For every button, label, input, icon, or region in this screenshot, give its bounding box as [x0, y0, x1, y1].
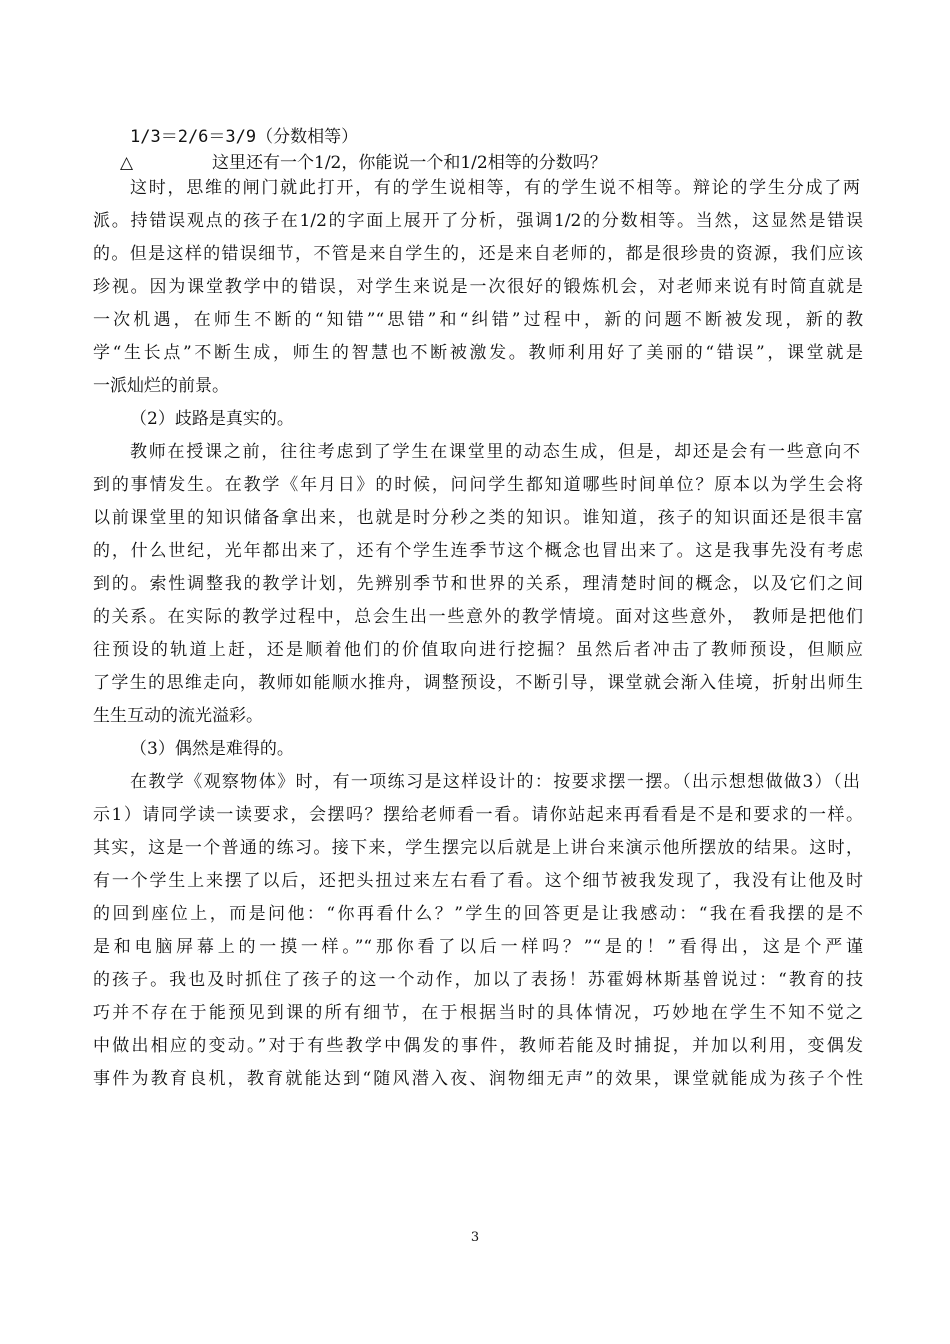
section-heading-3: （3）偶然是难得的。	[130, 739, 294, 759]
triangle-bullet-icon: △	[120, 153, 134, 173]
paragraph-line: 一派灿烂的前景。	[93, 376, 229, 396]
question-line: 这里还有一个1/2，你能说一个和1/2相等的分数吗？	[212, 153, 607, 173]
paragraph-line: 派。持错误观点的孩子在1/2的字面上展开了分析，强调1/2的分数相等。当然，这显然是错误	[93, 211, 863, 231]
paragraph-line: 以前课堂里的知识储备拿出来，也就是时分秒之类的知识。谁知道，孩子的知识面还是很丰富	[93, 508, 863, 528]
paragraph-line: 到的。索性调整我的教学计划，先辨别季节和世界的关系，理清楚时间的概念，以及它们之间	[93, 574, 863, 594]
paragraph-line: 珍视。因为课堂教学中的错误，对学生来说是一次很好的锻炼机会，对老师来说有时简直就是	[93, 277, 863, 297]
paragraph-line: 示1）请同学读一读要求，会摆吗？摆给老师看一看。请你站起来再看看是不是和要求的一样。	[93, 805, 863, 825]
paragraph-line: 是和电脑屏幕上的一摸一样。”“那你看了以后一样吗？”“是的！”看得出，这是个严谨	[93, 937, 863, 957]
paragraph-line: 的关系。在实际的教学过程中，总会生出一些意外的教学情境。面对这些意外， 教师是把他们	[93, 607, 863, 627]
paragraph-line: 往预设的轨道上赶，还是顺着他们的价值取向进行挖掘？虽然后者冲击了教师预设，但顺应	[93, 640, 863, 660]
paragraph-line: 事件为教育良机，教育就能达到“随风潜入夜、润物细无声”的效果，课堂就能成为孩子个性	[93, 1069, 863, 1089]
paragraph-line: 在教学《观察物体》时，有一项练习是这样设计的：按要求摆一摆。（出示想想做做3）（出	[130, 772, 860, 792]
section-heading-2: （2）歧路是真实的。	[130, 409, 294, 429]
paragraph-line: 中做出相应的变动。”对于有些教学中偶发的事件，教师若能及时捕捉，并加以利用，变偶发	[93, 1036, 863, 1056]
paragraph-line: 的孩子。我也及时抓住了孩子的这一个动作，加以了表扬！苏霍姆林斯基曾说过：“教育的技	[93, 970, 863, 990]
paragraph-line: 的回到座位上，而是问他：“你再看什么？”学生的回答更是让我感动：“我在看我摆的是不	[93, 904, 863, 924]
paragraph-line: 到的事情发生。在教学《年月日》的时候，问问学生都知道哪些时间单位？原本以为学生会将	[93, 475, 863, 495]
paragraph-line: 巧并不存在于能预见到课的所有细节，在于根据当时的具体情况，巧妙地在学生不知不觉之	[93, 1003, 863, 1023]
paragraph-line: 学“生长点”不断生成，师生的智慧也不断被激发。教师利用好了美丽的“错误”，课堂就是	[93, 343, 863, 363]
fraction-equation: 1/3＝2/6＝3/9（分数相等）	[130, 127, 359, 147]
paragraph-line: 的，什么世纪，光年都出来了，还有个学生连季节这个概念也冒出来了。这是我事先没有考虑	[93, 541, 863, 561]
paragraph-line: 这时，思维的闸门就此打开，有的学生说相等，有的学生说不相等。辩论的学生分成了两	[130, 178, 860, 198]
page-number: 3	[470, 1230, 480, 1245]
paragraph-line: 生生互动的流光溢彩。	[93, 706, 263, 726]
paragraph-line: 有一个学生上来摆了以后，还把头扭过来左右看了看。这个细节被我发现了，我没有让他及时	[93, 871, 863, 891]
paragraph-line: 一次机遇，在师生不断的“知错”“思错”和“纠错”过程中，新的问题不断被发现，新的教	[93, 310, 863, 330]
paragraph-line: 的。但是这样的错误细节，不管是来自学生的，还是来自老师的，都是很珍贵的资源，我们应该	[93, 244, 863, 264]
paragraph-line: 其实，这是一个普通的练习。接下来，学生摆完以后就是上讲台来演示他所摆放的结果。这时，	[93, 838, 863, 858]
paragraph-line: 了学生的思维走向，教师如能顺水推舟，调整预设，不断引导，课堂就会渐入佳境，折射出师生	[93, 673, 863, 693]
paragraph-line: 教师在授课之前，往往考虑到了学生在课堂里的动态生成，但是，却还是会有一些意向不	[130, 442, 860, 462]
